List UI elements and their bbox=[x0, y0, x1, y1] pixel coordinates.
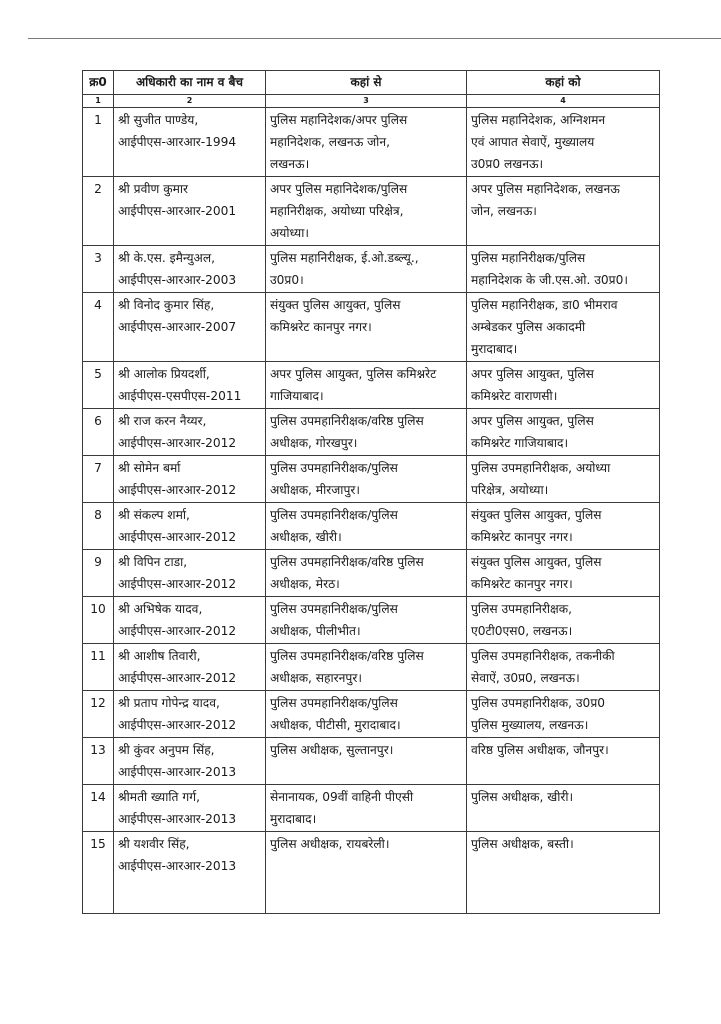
transfer-table bbox=[82, 70, 660, 914]
from-cell: पुलिस उपमहानिरीक्षक/पुलिस अधीक्षक, मीरजापुर। bbox=[266, 456, 467, 503]
to-cell: अपर पुलिस महानिदेशक, लखनऊ जोन, लखनऊ। bbox=[467, 177, 660, 246]
from-cell: पुलिस उपमहानिरीक्षक/पुलिस अधीक्षक, पीटीसी, मुरादाबाद। bbox=[266, 691, 467, 738]
column-number: 3 bbox=[266, 95, 467, 108]
officer-cell: श्री प्रवीण कुमार आईपीएस-आरआर-2001 bbox=[114, 177, 266, 246]
header-from: कहां से bbox=[266, 71, 467, 95]
serial-cell: 3 bbox=[83, 246, 114, 293]
table-row bbox=[83, 293, 660, 362]
from-cell: पुलिस उपमहानिरीक्षक/वरिष्ठ पुलिस अधीक्षक, गोरखपुर। bbox=[266, 409, 467, 456]
from-cell: पुलिस महानिदेशक/अपर पुलिस महानिदेशक, लखनऊ जोन, लखनऊ। bbox=[266, 108, 467, 177]
header-row bbox=[83, 71, 660, 95]
header-serial: क्र0 bbox=[83, 71, 114, 95]
column-number: 4 bbox=[467, 95, 660, 108]
from-cell: पुलिस उपमहानिरीक्षक/पुलिस अधीक्षक, खीरी। bbox=[266, 503, 467, 550]
from-cell: पुलिस उपमहानिरीक्षक/वरिष्ठ पुलिस अधीक्षक, मेरठ। bbox=[266, 550, 467, 597]
serial-cell: 13 bbox=[83, 738, 114, 785]
table-row bbox=[83, 456, 660, 503]
serial-cell: 4 bbox=[83, 293, 114, 362]
to-cell: पुलिस अधीक्षक, खीरी। bbox=[467, 785, 660, 832]
officer-cell: श्री सुजीत पाण्डेय, आईपीएस-आरआर-1994 bbox=[114, 108, 266, 177]
table-row bbox=[83, 597, 660, 644]
header-officer: अधिकारी का नाम व बैच bbox=[114, 71, 266, 95]
serial-cell: 1 bbox=[83, 108, 114, 177]
column-number: 1 bbox=[83, 95, 114, 108]
serial-cell: 15 bbox=[83, 832, 114, 914]
from-cell: पुलिस उपमहानिरीक्षक/पुलिस अधीक्षक, पीलीभीत। bbox=[266, 597, 467, 644]
serial-cell: 12 bbox=[83, 691, 114, 738]
table-row bbox=[83, 246, 660, 293]
officer-cell: श्री विपिन टाडा, आईपीएस-आरआर-2012 bbox=[114, 550, 266, 597]
from-cell: अपर पुलिस महानिदेशक/पुलिस महानिरीक्षक, अयोध्या परिक्षेत्र, अयोध्या। bbox=[266, 177, 467, 246]
officer-cell: श्री कुंवर अनुपम सिंह, आईपीएस-आरआर-2013 bbox=[114, 738, 266, 785]
serial-cell: 5 bbox=[83, 362, 114, 409]
to-cell: पुलिस महानिरीक्षक, डा0 भीमराव अम्बेडकर पुलिस अकादमी मुरादाबाद। bbox=[467, 293, 660, 362]
table-row bbox=[83, 691, 660, 738]
table-row bbox=[83, 738, 660, 785]
officer-cell: श्री यशवीर सिंह, आईपीएस-आरआर-2013 bbox=[114, 832, 266, 914]
officer-cell: श्री सोमेन बर्मा आईपीएस-आरआर-2012 bbox=[114, 456, 266, 503]
officer-cell: श्री राज करन नैय्यर, आईपीएस-आरआर-2012 bbox=[114, 409, 266, 456]
to-cell: पुलिस महानिदेशक, अग्निशमन एवं आपात सेवाऐं, मुख्यालय उ0प्र0 लखनऊ। bbox=[467, 108, 660, 177]
serial-cell: 8 bbox=[83, 503, 114, 550]
serial-cell: 14 bbox=[83, 785, 114, 832]
table-row bbox=[83, 177, 660, 246]
table-row bbox=[83, 409, 660, 456]
from-cell: पुलिस अधीक्षक, रायबरेली। bbox=[266, 832, 467, 914]
to-cell: अपर पुलिस आयुक्त, पुलिस कमिश्नरेट गाजियाबाद। bbox=[467, 409, 660, 456]
officer-cell: श्री अभिषेक यादव, आईपीएस-आरआर-2012 bbox=[114, 597, 266, 644]
serial-cell: 9 bbox=[83, 550, 114, 597]
column-number: 2 bbox=[114, 95, 266, 108]
table-row bbox=[83, 644, 660, 691]
officer-cell: श्री आशीष तिवारी, आईपीएस-आरआर-2012 bbox=[114, 644, 266, 691]
officer-cell: श्री विनोद कुमार सिंह, आईपीएस-आरआर-2007 bbox=[114, 293, 266, 362]
serial-cell: 10 bbox=[83, 597, 114, 644]
table-row bbox=[83, 832, 660, 914]
to-cell: पुलिस उपमहानिरीक्षक, अयोध्या परिक्षेत्र, अयोध्या। bbox=[467, 456, 660, 503]
serial-cell: 2 bbox=[83, 177, 114, 246]
to-cell: पुलिस महानिरीक्षक/पुलिस महानिदेशक के जी.एस.ओ. उ0प्र0। bbox=[467, 246, 660, 293]
officer-cell: श्रीमती ख्याति गर्ग, आईपीएस-आरआर-2013 bbox=[114, 785, 266, 832]
to-cell: संयुक्त पुलिस आयुक्त, पुलिस कमिश्नरेट कानपुर नगर। bbox=[467, 550, 660, 597]
header-to: कहां को bbox=[467, 71, 660, 95]
to-cell: संयुक्त पुलिस आयुक्त, पुलिस कमिश्नरेट कानपुर नगर। bbox=[467, 503, 660, 550]
to-cell: पुलिस अधीक्षक, बस्ती। bbox=[467, 832, 660, 914]
officer-cell: श्री प्रताप गोपेन्द्र यादव, आईपीएस-आरआर-2012 bbox=[114, 691, 266, 738]
table-row bbox=[83, 550, 660, 597]
officer-cell: श्री संकल्प शर्मा, आईपीएस-आरआर-2012 bbox=[114, 503, 266, 550]
serial-cell: 11 bbox=[83, 644, 114, 691]
table-row bbox=[83, 108, 660, 177]
from-cell: पुलिस अधीक्षक, सुल्तानपुर। bbox=[266, 738, 467, 785]
table-row bbox=[83, 362, 660, 409]
from-cell: संयुक्त पुलिस आयुक्त, पुलिस कमिश्नरेट कानपुर नगर। bbox=[266, 293, 467, 362]
to-cell: वरिष्ठ पुलिस अधीक्षक, जौनपुर। bbox=[467, 738, 660, 785]
serial-cell: 6 bbox=[83, 409, 114, 456]
top-divider bbox=[28, 38, 721, 39]
from-cell: पुलिस महानिरीक्षक, ई.ओ.डब्ल्यू., उ0प्र0। bbox=[266, 246, 467, 293]
to-cell: पुलिस उपमहानिरीक्षक, उ0प्र0 पुलिस मुख्यालय, लखनऊ। bbox=[467, 691, 660, 738]
officer-cell: श्री आलोक प्रियदर्शी, आईपीएस-एसपीएस-2011 bbox=[114, 362, 266, 409]
to-cell: पुलिस उपमहानिरीक्षक, ए0टी0एस0, लखनऊ। bbox=[467, 597, 660, 644]
from-cell: सेनानायक, 09वीं वाहिनी पीएसी मुरादाबाद। bbox=[266, 785, 467, 832]
column-number-row bbox=[83, 95, 660, 108]
serial-cell: 7 bbox=[83, 456, 114, 503]
table-row bbox=[83, 785, 660, 832]
table-row bbox=[83, 503, 660, 550]
to-cell: पुलिस उपमहानिरीक्षक, तकनीकी सेवाऐं, उ0प्र0, लखनऊ। bbox=[467, 644, 660, 691]
to-cell: अपर पुलिस आयुक्त, पुलिस कमिश्नरेट वाराणसी। bbox=[467, 362, 660, 409]
from-cell: अपर पुलिस आयुक्त, पुलिस कमिश्नरेट गाजियाबाद। bbox=[266, 362, 467, 409]
officer-cell: श्री के.एस. इमैन्युअल, आईपीएस-आरआर-2003 bbox=[114, 246, 266, 293]
from-cell: पुलिस उपमहानिरीक्षक/वरिष्ठ पुलिस अधीक्षक, सहारनपुर। bbox=[266, 644, 467, 691]
